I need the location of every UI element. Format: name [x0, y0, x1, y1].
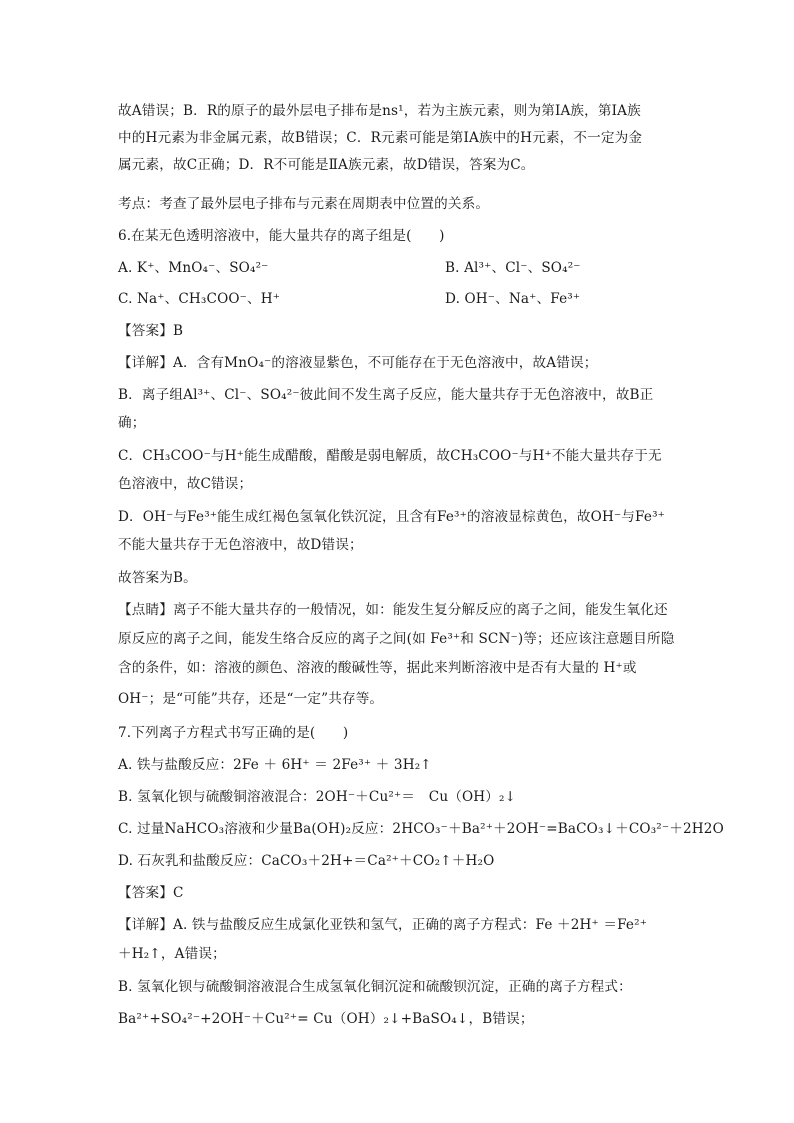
q7-option-d: D. 石灰乳和盐酸反应：CaCO₃＋2H+＝Ca²⁺＋CO₂↑＋H₂O [118, 853, 495, 869]
q6-option-b: B. Al³⁺、Cl⁻、SO₄²⁻ [445, 260, 581, 276]
text-line: 原反应的离子之间，能发生络合反应的离子之间(如 Fe³⁺和 SCN⁻)等；还应该注意题目所隐 [118, 631, 675, 647]
q6-explanation-c: C．CH₃COO⁻与H⁺能生成醋酸，醋酸是弱电解质，故CH₃COO⁻与H⁺不能大量共存于无 [118, 448, 662, 464]
q7-option-c: C. 过量NaHCO₃溶液和少量Ba(OH)₂反应：2HCO₃⁻＋Ba²⁺＋2OH⁻=BaCO₃↓＋CO₃²⁻＋2H2O [118, 821, 724, 837]
q6-answer: 【答案】B [118, 323, 184, 339]
q6-conclusion: 故答案为B。 [118, 570, 197, 586]
question-7-stem: 7.下列离子方程式书写正确的是( ) [118, 725, 349, 741]
q6-explanation-d: D．OH⁻与Fe³⁺能生成红褐色氢氧化铁沉淀，且含有Fe³⁺的溶液显棕黄色，故OH⁻与Fe³⁺ [118, 509, 665, 525]
text-line: 不能大量共存于无色溶液中，故D错误； [118, 537, 363, 553]
text-line: 属元素，故C正确；D．R不可能是ⅡA族元素，故D错误，答案为C。 [118, 157, 535, 173]
q6-note: 【点睛】离子不能大量共存的一般情况，如：能发生复分解反应的离子之间，能发生氧化还 [118, 602, 668, 618]
text-line: 色溶液中，故C错误； [118, 476, 253, 492]
text-line: Ba²⁺+SO₄²⁻+2OH⁻＋Cu²⁺= Cu（OH）₂↓+BaSO₄↓，B错误； [118, 1011, 534, 1027]
text-line: ＋H₂↑，A错误； [118, 946, 226, 962]
question-6-stem: 6.在某无色透明溶液中，能大量共存的离子组是( ) [118, 228, 445, 244]
q7-explanation-b: B. 氢氧化钡与硫酸铜溶液混合生成氢氧化铜沉淀和硫酸钡沉淀，正确的离子方程式： [118, 979, 632, 995]
q6-option-d: D. OH⁻、Na⁺、Fe³⁺ [445, 291, 581, 307]
text-line: 中的H元素为非金属元素，故B错误；C．R元素可能是第IA族中的H元素，不一定为金 [118, 130, 643, 146]
text-line: 考点：考查了最外层电子排布与元素在周期表中位置的关系。 [118, 196, 490, 212]
q7-explanation-a: 【详解】A. 铁与盐酸反应生成氯化亚铁和氢气，正确的离子方程式：Fe ＋2H⁺ ＝Fe²⁺ [118, 917, 648, 933]
q6-option-c: C. Na⁺、CH₃COO⁻、H⁺ [118, 291, 281, 307]
text-line: 含的条件，如：溶液的颜色、溶液的酸碱性等，据此来判断溶液中是否有大量的 H⁺或 [118, 660, 637, 676]
q6-explanation-a: 【详解】A．含有MnO₄⁻的溶液显紫色，不可能存在于无色溶液中，故A错误； [118, 355, 598, 371]
text-line: 确； [118, 415, 146, 431]
text-line: 故A错误；B．R的原子的最外层电子排布是ns¹，若为主族元素，则为第IA族，第IA族 [118, 103, 641, 119]
q7-answer: 【答案】C [118, 885, 184, 901]
q7-option-a: A. 铁与盐酸反应：2Fe ＋ 6H⁺ ＝ 2Fe³⁺ ＋ 3H₂↑ [118, 757, 432, 773]
q6-option-a: A. K⁺、MnO₄⁻、SO₄²⁻ [118, 260, 269, 276]
text-line: OH⁻；是“可能”共存，还是“一定”共存等。 [118, 691, 384, 707]
q6-explanation-b: B．离子组Al³⁺、Cl⁻、SO₄²⁻彼此间不发生离子反应，能大量共存于无色溶液中，故B正 [118, 387, 654, 403]
q7-option-b: B. 氢氧化钡与硫酸铜溶液混合：2OH⁻＋Cu²⁺＝ Cu（OH）₂↓ [118, 789, 517, 805]
